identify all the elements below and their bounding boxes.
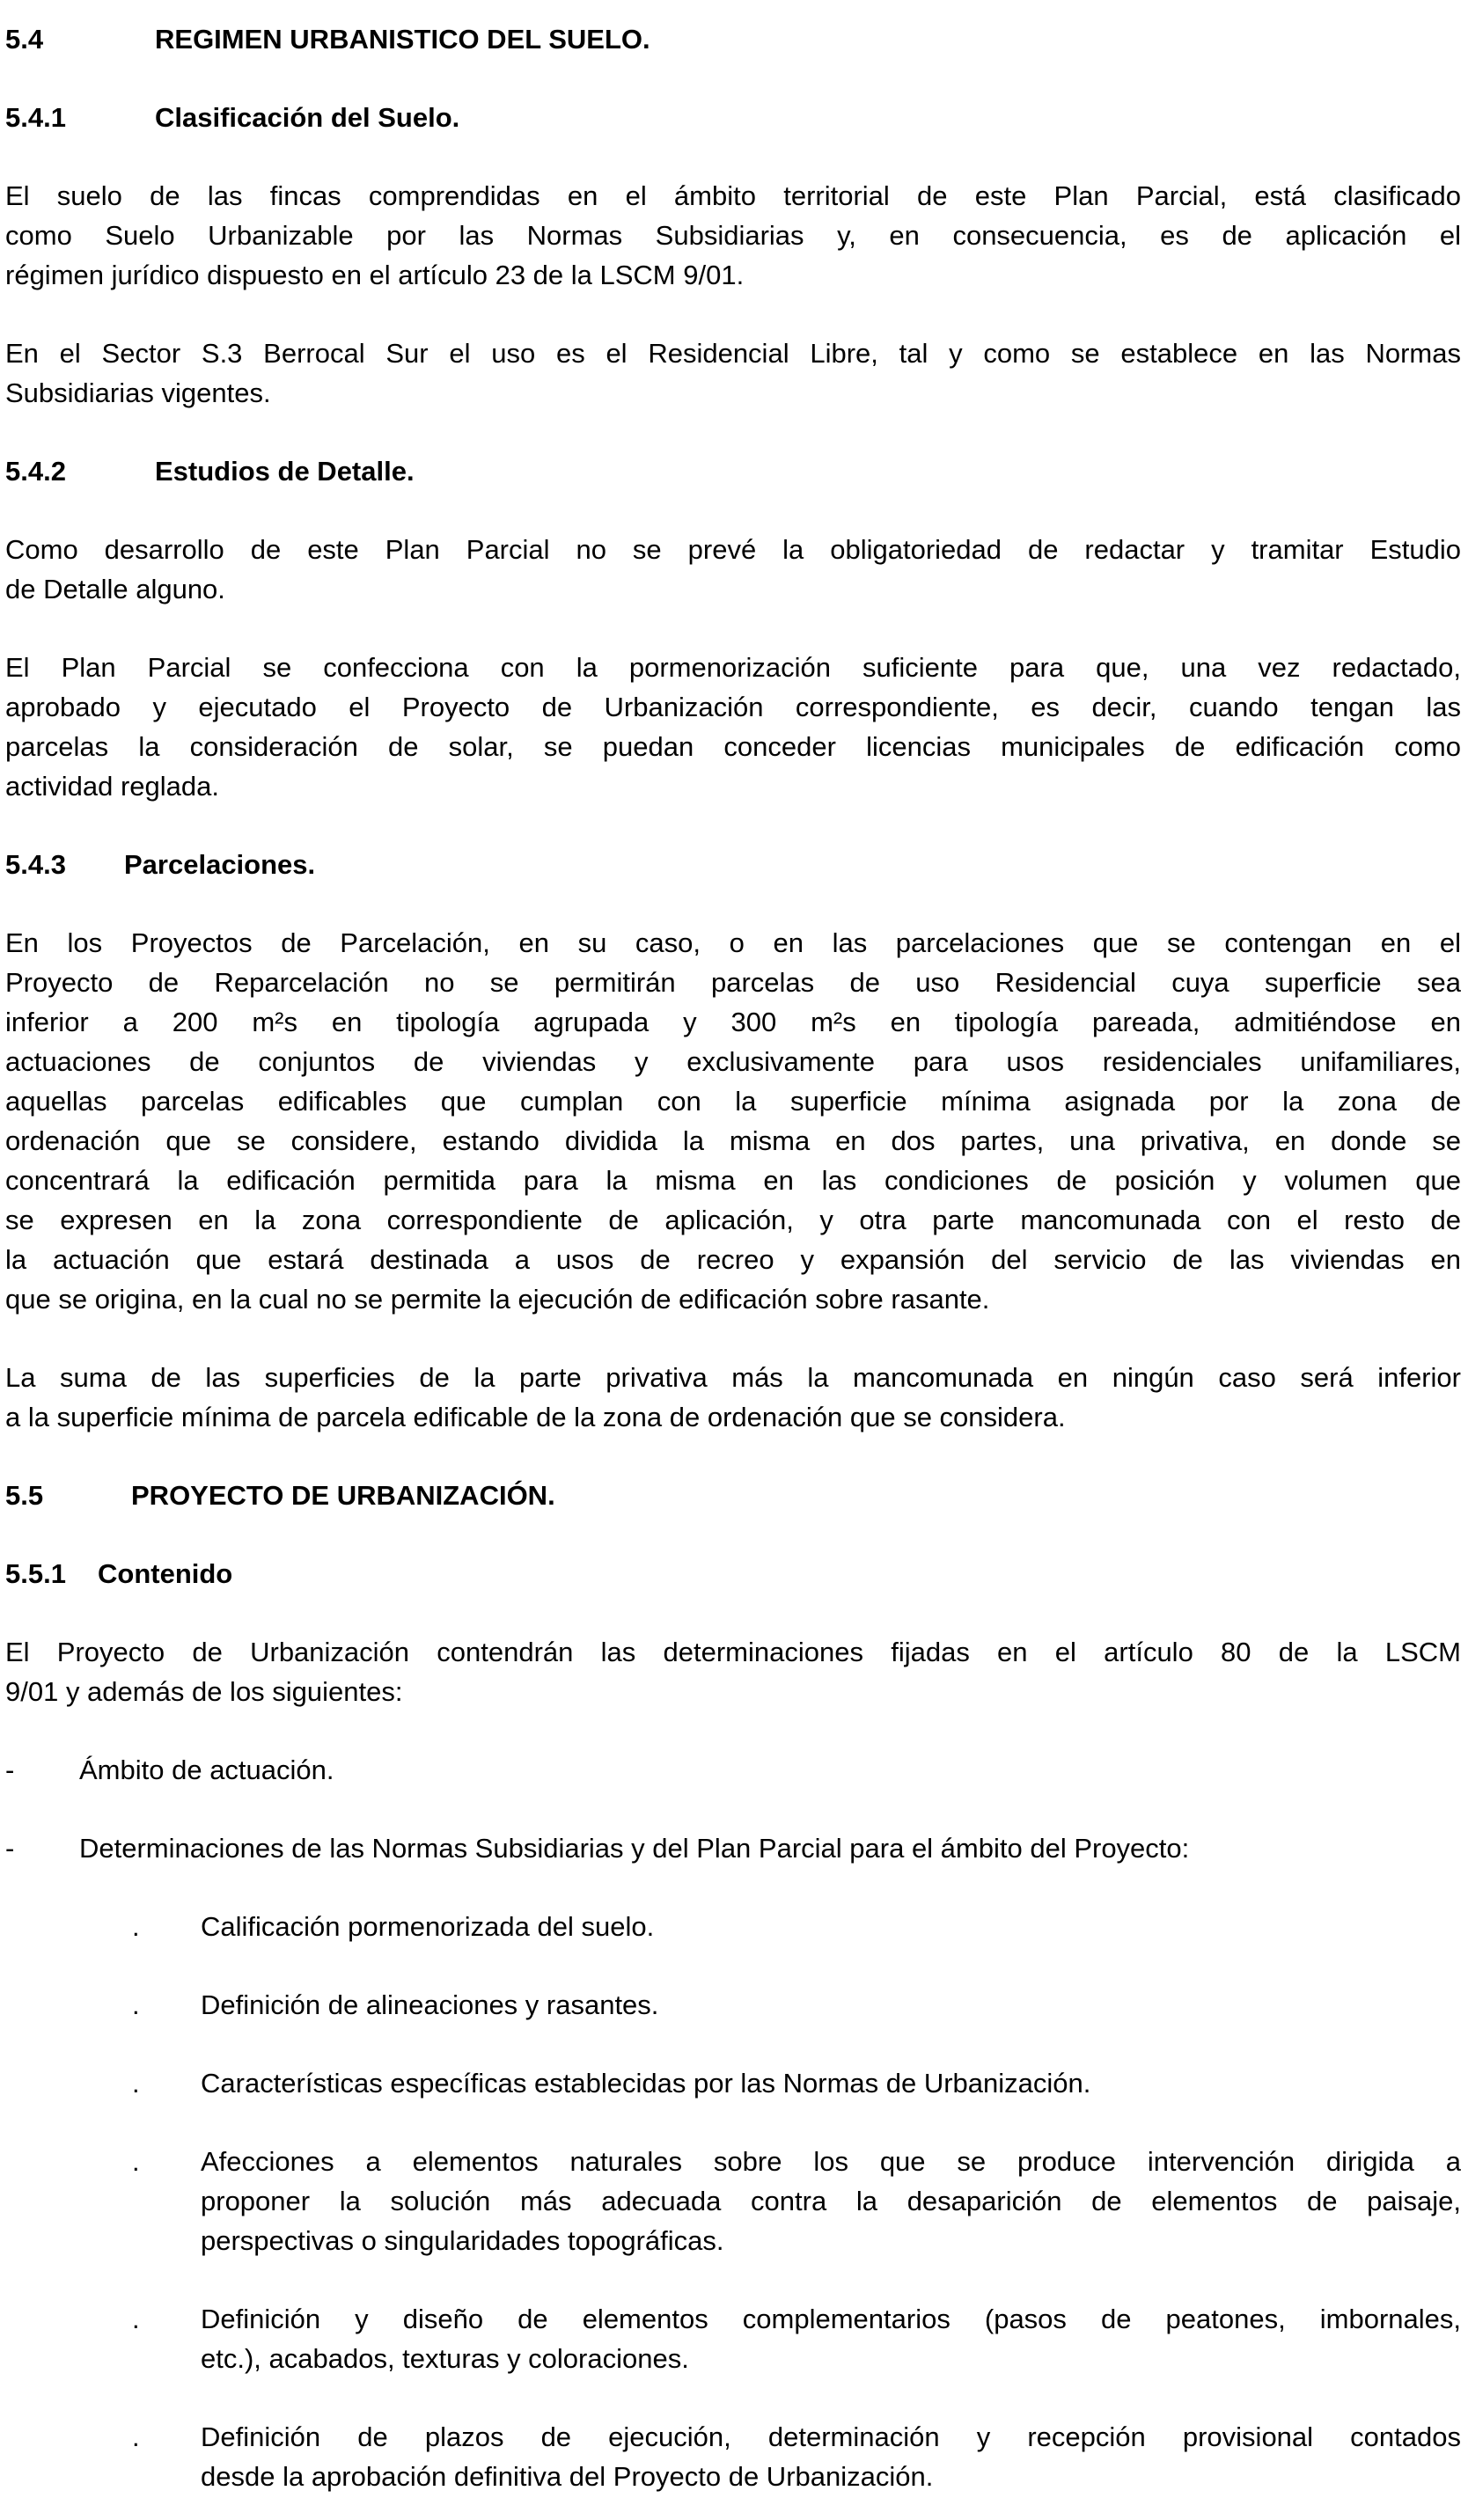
list-item-text — [201, 2417, 1461, 2496]
section-title: Estudios de Detalle. — [155, 456, 415, 487]
list-item-dash — [5, 1828, 1461, 1868]
text-line: 9/01 y además de los siguientes: — [5, 1676, 403, 1707]
dot-marker: . — [132, 1911, 140, 1942]
text-line: El Proyecto de Urbanización contendrán las determinaciones fijadas en el artículo 80 de la LSCM — [5, 1637, 1461, 1667]
text-line: Definición y diseño de elementos complementarios (pasos de peatones, imbornales, — [201, 2304, 1461, 2334]
list-item-dash — [5, 1750, 1461, 1790]
list-item-dot — [5, 2142, 1461, 2260]
section-heading-5-5-1 — [5, 1554, 1461, 1593]
text-line: la actuación que estará destinada a usos de recreo y expansión del servicio de las viviendas en — [5, 1244, 1461, 1275]
section-heading-5-4-1 — [5, 98, 1461, 137]
text-line: Subsidiarias vigentes. — [5, 377, 271, 408]
list-item-text: Características específicas establecidas por las Normas de Urbanización. — [201, 2068, 1091, 2099]
text-line: Como desarrollo de este Plan Parcial no se prevé la obligatoriedad de redactar y tramitar Estudio — [5, 534, 1461, 565]
section-number: 5.4.1 — [5, 102, 66, 133]
text-line: que se origina, en la cual no se permite la ejecución de edificación sobre rasante. — [5, 1284, 990, 1315]
text-line: aquellas parcelas edificables que cumplan con la superficie mínima asignada por la zona de — [5, 1086, 1461, 1117]
text-line: actividad reglada. — [5, 771, 219, 802]
section-heading-5-4 — [5, 19, 1461, 59]
section-heading-5-4-3 — [5, 845, 1461, 884]
list-item-text: Calificación pormenorizada del suelo. — [201, 1911, 655, 1942]
text-line: parcelas la consideración de solar, se puedan conceder licencias municipales de edificación como — [5, 731, 1461, 762]
text-line: etc.), acabados, texturas y coloraciones. — [201, 2343, 689, 2374]
text-line: actuaciones de conjuntos de viviendas y exclusivamente para usos residenciales unifamiliares, — [5, 1046, 1461, 1077]
section-title: Clasificación del Suelo. — [155, 102, 460, 133]
text-line: Afecciones a elementos naturales sobre los que se produce intervención dirigida a — [201, 2146, 1461, 2177]
text-line: de Detalle alguno. — [5, 574, 225, 604]
text-line: a la superficie mínima de parcela edificable de la zona de ordenación que se considera. — [5, 1402, 1066, 1432]
list-item-dot — [5, 2417, 1461, 2496]
section-title: REGIMEN URBANISTICO DEL SUELO. — [155, 24, 650, 55]
dot-marker: . — [132, 2068, 140, 2099]
text-line: Proyecto de Reparcelación no se permitirán parcelas de uso Residencial cuya superficie sea — [5, 967, 1461, 998]
text-line: desde la aprobación definitiva del Proyecto de Urbanización. — [201, 2461, 934, 2492]
section-title: PROYECTO DE URBANIZACIÓN. — [131, 1480, 555, 1511]
section-title: Contenido — [98, 1558, 233, 1589]
dot-marker: . — [132, 2421, 140, 2452]
text-line: aprobado y ejecutado el Proyecto de Urbanización correspondiente, es decir, cuando tengan las — [5, 692, 1461, 722]
list-item-dot — [5, 2063, 1461, 2103]
text-line: régimen jurídico dispuesto en el artículo 23 de la LSCM 9/01. — [5, 260, 745, 290]
paragraph — [5, 333, 1461, 413]
text-line: como Suelo Urbanizable por las Normas Subsidiarias y, en consecuencia, es de aplicación el — [5, 220, 1461, 251]
list-item-dot — [5, 1907, 1461, 1946]
text-line: El Plan Parcial se confecciona con la pormenorización suficiente para que, una vez redactado, — [5, 652, 1461, 683]
section-number: 5.4 — [5, 24, 44, 55]
section-title: Parcelaciones. — [124, 849, 316, 880]
section-number: 5.4.3 — [5, 849, 66, 880]
text-line: La suma de las superficies de la parte privativa más la mancomunada en ningún caso será inferior — [5, 1362, 1461, 1393]
dash-marker: - — [5, 1833, 15, 1864]
section-number: 5.4.2 — [5, 456, 66, 487]
paragraph — [5, 1632, 1461, 1711]
list-item-text — [201, 2299, 1461, 2378]
text-line: inferior a 200 m²s en tipología agrupada y 300 m²s en tipología pareada, admitiéndose en — [5, 1007, 1461, 1037]
text-line: En el Sector S.3 Berrocal Sur el uso es el Residencial Libre, tal y como se establece en las Normas — [5, 338, 1461, 369]
paragraph — [5, 923, 1461, 1319]
text-line: perspectivas o singularidades topográficas. — [201, 2225, 724, 2256]
list-item-dot — [5, 1985, 1461, 2025]
paragraph — [5, 176, 1461, 295]
dot-marker: . — [132, 2304, 140, 2334]
list-item-text: Determinaciones de las Normas Subsidiarias y del Plan Parcial para el ámbito del Proyecto: — [79, 1833, 1190, 1864]
text-line: En los Proyectos de Parcelación, en su caso, o en las parcelaciones que se contengan en el — [5, 927, 1461, 958]
list-item-text: Definición de alineaciones y rasantes. — [201, 1989, 659, 2020]
text-line: proponer la solución más adecuada contra la desaparición de elementos de paisaje, — [201, 2186, 1461, 2216]
dot-marker: . — [132, 2146, 140, 2177]
section-number: 5.5 — [5, 1480, 44, 1511]
text-line: ordenación que se considere, estando dividida la misma en dos partes, una privativa, en donde se — [5, 1125, 1461, 1156]
text-line: El suelo de las fincas comprendidas en el ámbito territorial de este Plan Parcial, está clasificado — [5, 180, 1461, 211]
list-item-text — [201, 2142, 1461, 2260]
text-line: Definición de plazos de ejecución, determinación y recepción provisional contados — [201, 2421, 1461, 2452]
dot-marker: . — [132, 1989, 140, 2020]
section-heading-5-5 — [5, 1476, 1461, 1515]
list-item-dot — [5, 2299, 1461, 2378]
dash-marker: - — [5, 1754, 15, 1785]
paragraph — [5, 648, 1461, 806]
paragraph — [5, 530, 1461, 609]
text-line: se expresen en la zona correspondiente de aplicación, y otra parte mancomunada con el resto de — [5, 1205, 1461, 1235]
section-number: 5.5.1 — [5, 1558, 66, 1589]
text-line: concentrará la edificación permitida para la misma en las condiciones de posición y volumen que — [5, 1165, 1461, 1196]
paragraph — [5, 1358, 1461, 1437]
section-heading-5-4-2 — [5, 451, 1461, 491]
list-item-text: Ámbito de actuación. — [79, 1754, 334, 1785]
